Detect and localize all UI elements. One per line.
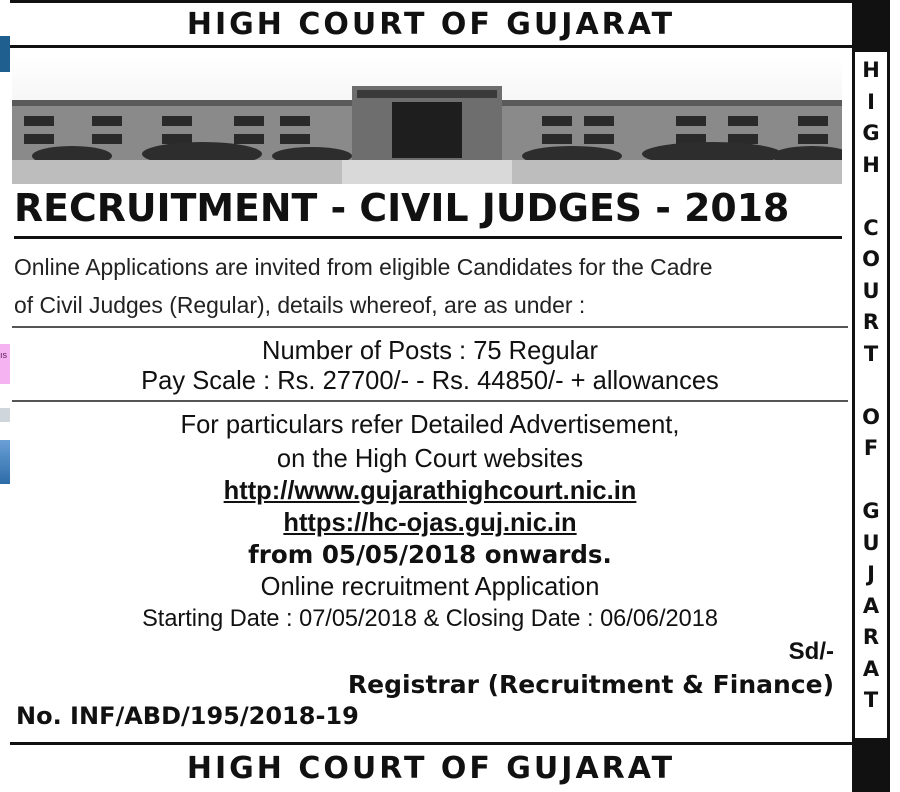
strip-letter: H (862, 58, 880, 82)
refer-line-1: For particulars refer Detailed Advertisement, (180, 409, 680, 439)
grey-side-tab (0, 408, 10, 422)
court-building-image (12, 56, 842, 184)
browser-icon (0, 440, 10, 484)
divider-2 (12, 400, 848, 402)
website-link-2[interactable]: https://hc-ojas.guj.nic.in (283, 507, 577, 537)
from-date-line: from 05/05/2018 onwards. (248, 540, 612, 569)
refer-line-2: on the High Court websites (276, 443, 584, 473)
strip-letter: C (863, 215, 879, 240)
online-application-line: Online recruitment Application (260, 571, 600, 601)
vertical-title-strip (852, 52, 890, 738)
pay-scale: Pay Scale : Rs. 27700/- - Rs. 44850/- + allowances (141, 365, 719, 395)
strip-letter: G (862, 121, 880, 146)
website-link-1[interactable]: http://www.gujarathighcourt.nic.in (223, 475, 637, 505)
registrar: Registrar (Recruitment & Finance) (347, 670, 834, 699)
strip-letter: O (862, 247, 880, 272)
left-edge (0, 0, 10, 792)
blue-side-tab (0, 36, 10, 72)
signature: Sd/- (788, 638, 834, 665)
corner-block-top (852, 0, 890, 52)
strip-letter: H (862, 152, 880, 177)
intro-paragraph (14, 248, 844, 324)
strip-letter: A (862, 656, 880, 681)
strip-letter: O (862, 404, 880, 429)
application-dates: Starting Date : 07/05/2018 & Closing Date : 06/06/2018 (142, 605, 718, 632)
strip-letter: R (862, 625, 880, 650)
strip-letter: T (863, 688, 879, 713)
pink-tab-text: ıs (0, 350, 8, 360)
corner-block-bottom (852, 738, 890, 792)
strip-letter: R (862, 310, 880, 335)
strip-letter: G (862, 499, 880, 524)
number-of-posts: Number of Posts : 75 Regular (262, 335, 598, 365)
header-title: HIGH COURT OF GUJARAT (10, 0, 852, 48)
intro-line-1: Online Applications are invited from eligible Candidates for the Cadre (14, 254, 713, 280)
recruitment-title: RECRUITMENT - CIVIL JUDGES - 2018 (14, 186, 790, 230)
title-underline (14, 236, 842, 239)
court-building-photo (12, 56, 842, 184)
strip-letter: J (867, 562, 875, 587)
pink-side-tab (0, 344, 10, 384)
reference-number: No. INF/ABD/195/2018-19 (16, 702, 359, 730)
divider-1 (12, 326, 848, 328)
strip-letter: U (862, 278, 880, 303)
strip-letter: U (862, 530, 880, 555)
strip-letter: F (863, 436, 879, 461)
strip-letter: T (863, 341, 879, 366)
strip-letter: A (862, 593, 880, 618)
footer-title: HIGH COURT OF GUJARAT (10, 742, 852, 792)
strip-letter: I (867, 89, 875, 114)
intro-line-2: of Civil Judges (Regular), details whereof, are as under : (14, 292, 586, 318)
